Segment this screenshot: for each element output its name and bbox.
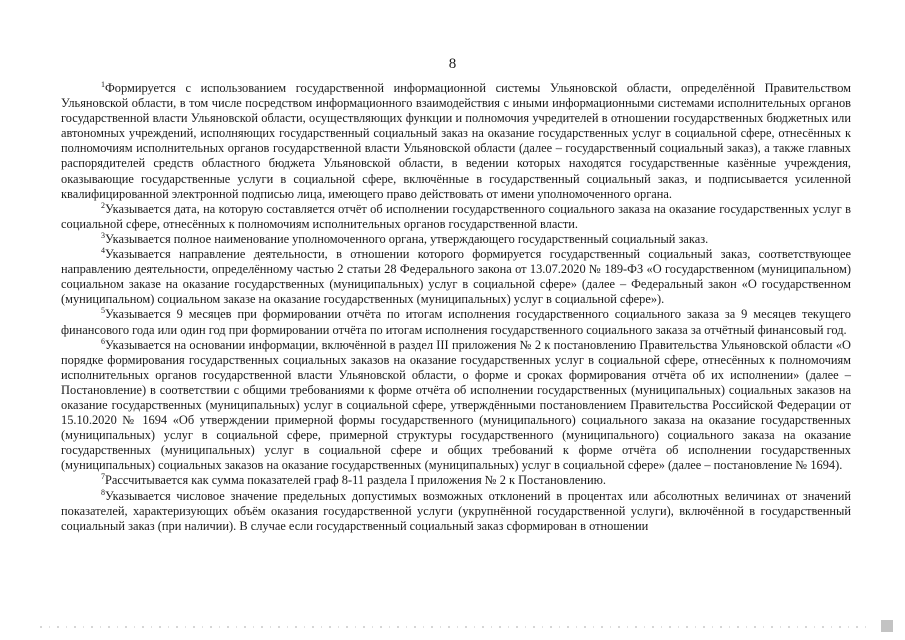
- page-number: 8: [448, 56, 457, 72]
- footnotes: [61, 81, 851, 534]
- footnote-marker: 5: [101, 306, 105, 316]
- footnote-5: [61, 307, 851, 337]
- footnote-text: Указывается направление деятельности, в отношении которого формируется государственный социальный заказ, соответствующее направлению деятельности, определённому частью 2 статьи 28 Федерального закона от 13.07.2020 № 189-ФЗ «О государственном (муниципальном) социальном заказе на оказание государственных (муниципальных) услуг в социальной сфере» (далее – Федеральный закон «О государственном (муниципальном) социальном заказе на оказание государственных (муниципальных) услуг в социальной сфере»).: [61, 247, 851, 307]
- scan-corner-mark: [881, 620, 893, 632]
- footnote-8: [61, 489, 851, 534]
- footnote-6: [61, 338, 851, 474]
- footnote-marker: 3: [101, 230, 105, 240]
- footnote-text: Формируется с использованием государственной информационной системы Ульяновской области, определённой Правительством Ульяновской области, в том числе посредством информационного взаимодействия с иными информационными системами исполнительных органов государственной власти Ульяновской области, осуществляющих функции и полномочия учредителей в отношении государственных бюджетных или автономных учреждений, исполняющих государственный социальный заказ на оказание государственных услуг в социальной сфере, отнесённых к полномочиям исполнительных органов государственной власти Ульяновской области (далее – государственный социальный заказ), а также главных распорядителей средств областного бюджета Ульяновской области, в ведении которых находятся государственные казённые учреждения, оказывающие государственные услуги в социальной сфере, включённые в государственный социальный заказ, и подписывается усиленной квалифицированной электронной подписью лица, имеющего право действовать от имени уполномоченного органа.: [61, 81, 851, 201]
- footnote-text: Указывается числовое значение предельных допустимых возможных отклонений в процентах или абсолютных величинах от значений показателей, характеризующих объём оказания государственной услуги (укрупнённой государственной услуги), включённой в государственный социальный заказ (при наличии). В случае если государственный социальный заказ сформирован в отношении: [61, 488, 851, 533]
- footnote-marker: 2: [101, 200, 105, 210]
- footnote-3: [61, 232, 851, 247]
- footnote-4: [61, 247, 851, 307]
- footnote-text: Указывается дата, на которую составляется отчёт об исполнении государственного социального заказа на оказание государственных услуг в социальной сфере, отнесённых к полномочиям исполнительных органов государственной власти.: [61, 201, 851, 231]
- cropped-text-line: [40, 626, 870, 628]
- footnote-1: [61, 81, 851, 202]
- footnote-marker: 7: [101, 472, 105, 482]
- footnote-text: Указывается полное наименование уполномоченного органа, утверждающего государственный социальный заказ.: [105, 231, 709, 246]
- footnote-marker: 1: [101, 79, 105, 89]
- footnote-marker: 4: [101, 245, 105, 255]
- footnote-7: [61, 473, 851, 488]
- footnote-text: Рассчитывается как сумма показателей граф 8-11 раздела I приложения № 2 к Постановлению.: [105, 473, 606, 488]
- footnote-marker: 8: [101, 487, 105, 497]
- footnote-2: [61, 202, 851, 232]
- footnote-marker: 6: [101, 336, 105, 346]
- footnote-text: Указывается на основании информации, включённой в раздел III приложения № 2 к постановлению Правительства Ульяновской области «О порядке формирования государственных социальных заказов на оказание государственных услуг в социальной сфере, отнесённых к полномочиям исполнительных органов государственной власти Ульяновской области, о форме и сроках формирования отчёта об их исполнении» (далее – Постановление) в соответствии с общими требованиями к форме отчёта об исполнении государственных (муниципальных) социальных заказов на оказание государственных (муниципальных) услуг в социальной сфере, утверждёнными постановлением Правительства Российской Федерации от 15.10.2020 № 1694 «Об утверждении примерной формы государственного (муниципального) социального заказа на оказание государственных (муниципальных) услуг в социальной сфере, примерной структуры государственного (муниципального) социального заказа на оказание государственных (муниципальных) услуг в социальной сфере и общих требований к форме отчёта об исполнении государственных (муниципальных) социальных заказов на оказание государственных (муниципальных) услуг в социальной сфере» (далее – постановление № 1694).: [61, 337, 851, 473]
- footnote-text: Указывается 9 месяцев при формировании отчёта по итогам исполнения государственного социального заказа за 9 месяцев текущего финансового года или один год при формировании отчёта по итогам исполнения государственного социального заказа за отчётный финансовый год.: [61, 307, 851, 337]
